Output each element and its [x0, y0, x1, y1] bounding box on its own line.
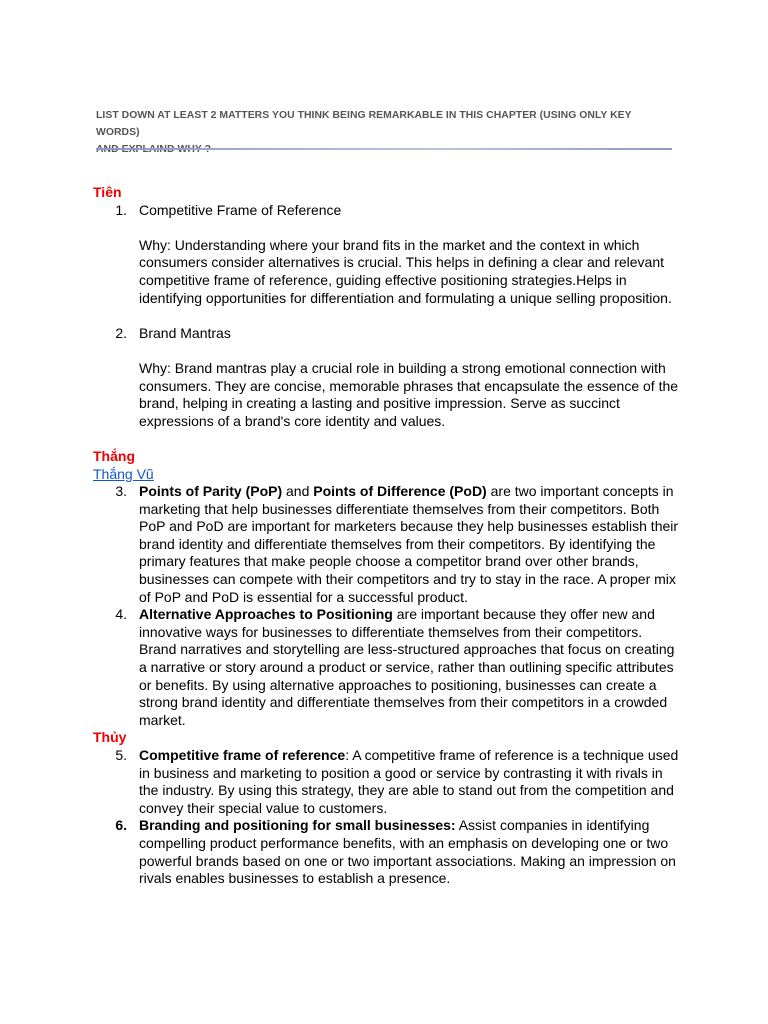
- item-1-title: Competitive Frame of Reference: [139, 201, 342, 218]
- section-heading-tien: Tiên: [93, 184, 122, 200]
- item-3-text: [139, 483, 683, 606]
- list-number-5: 5.: [115, 747, 127, 763]
- list-number-3: 3.: [115, 483, 127, 500]
- item-4-body: are important because they offer new and innovative ways for businesses to differentiate themselves from their competitors. Brand narratives and storytelling are less-structured approaches that focus on creating a narrative or story around a product or service, rather than outlining specific attributes or benefits. By using alternative approaches to positioning, businesses can create a strong brand identity and differentiate themselves from their competitors in a crowded market.: [139, 606, 675, 728]
- section-heading-thang: Thắng: [93, 447, 135, 464]
- list-number-6: 6.: [115, 817, 127, 834]
- item-6-bold: Branding and positioning for small businesses:: [139, 817, 456, 834]
- item-2-title: Brand Mantras: [139, 324, 231, 341]
- item-1-why: Why: Understanding where your brand fits in the market and the context in which consumers consider alternatives is crucial. This helps in defining a clear and relevant competitive frame of reference, guiding effective positioning strategies.Helps in identifying opportunities for differentiation and formulating a unique selling proposition.: [139, 236, 672, 306]
- item-5-body: : A competitive frame of reference is a technique used in business and marketing to position a good or service by contrasting it with rivals in the industry. By using this strategy, they are able to stand out from the competition and convey their special value to customers.: [139, 747, 679, 816]
- assignment-prompt: [96, 107, 676, 158]
- list-number-1: 1.: [115, 201, 127, 218]
- list-item-2: [93, 325, 683, 431]
- item-5-bold: Competitive frame of reference: [139, 747, 346, 763]
- list-item-3: [93, 483, 683, 606]
- list-item-4: [93, 606, 683, 729]
- item-4-bold: Alternative Approaches to Positioning: [139, 606, 393, 623]
- header-divider: [96, 148, 672, 150]
- list-item-1: [93, 202, 683, 308]
- document-body: [93, 184, 683, 888]
- item-6-body: Assist companies in identifying compelling product performance benefits, with an emphasis on developing one or two powerful brands based on one or two important associations. Making an impression on rivals enables businesses to establish a presence.: [139, 817, 676, 887]
- item-3-body: are two important concepts in marketing that help businesses differentiate themselves from their competitors. Both PoP and PoD are important for marketers because they help businesses establish their brand identity and differentiate themselves from their competitors. By identifying the primary features that make people choose a competitor brand over other brands, businesses can compete with their competitors and try to stay in the race. A proper mix of PoP and PoD is essential for a successful product.: [139, 483, 679, 605]
- item-3-bold-pop: Points of Parity (PoP): [139, 483, 283, 500]
- item-3-bold-pod: Points of Difference (PoD): [313, 483, 487, 500]
- item-6-text: [139, 817, 683, 887]
- item-4-text: [139, 606, 683, 729]
- list-item-6: [93, 817, 683, 887]
- item-5-text: [139, 747, 683, 817]
- author-link-thang-vu[interactable]: Thắng Vũ: [93, 465, 154, 482]
- item-2-why: Why: Brand mantras play a crucial role in building a strong emotional connection with consumers. They are concise, memorable phrases that encapsulate the essence of the brand, helping in creating a lasting and positive impression. Serve as succinct expressions of a brand's core identity and values.: [139, 359, 679, 429]
- list-item-5: [93, 747, 683, 817]
- list-number-4: 4.: [115, 606, 127, 623]
- prompt-line-1: LIST DOWN AT LEAST 2 MATTERS YOU THINK BEING REMARKABLE IN THIS CHAPTER (USING ONLY KEY WORDS): [96, 110, 632, 138]
- list-number-2: 2.: [115, 324, 127, 341]
- section-heading-thuy: Thủy: [93, 729, 127, 746]
- item-3-and: and: [282, 483, 314, 500]
